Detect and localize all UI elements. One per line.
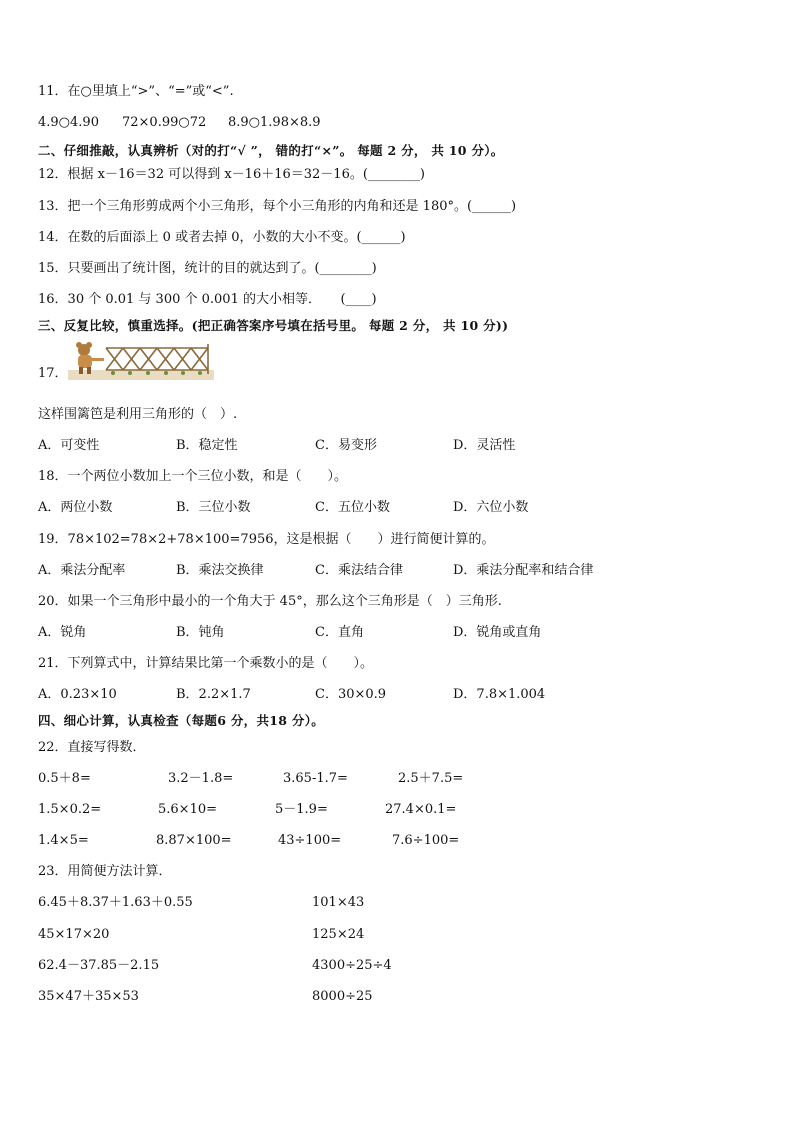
q11-item-3: 8.9○1.98×8.9	[228, 115, 321, 130]
q11-item-1: 4.9○4.90	[38, 115, 99, 130]
q21-option-d: D．7.8×1.004	[453, 687, 546, 702]
q21-option-c: C．30×0.9	[315, 687, 387, 702]
q20-stem: 20．如果一个三角形中最小的一个角大于 45°，那么这个三角形是（ ）三角形.	[38, 594, 502, 609]
q23-item: 125×24	[312, 927, 365, 942]
q20-option-c: C．直角	[315, 625, 364, 640]
q16-text: 16．30 个 0.01 与 300 个 0.001 的大小相等． (____)	[38, 292, 377, 307]
q11-item-2: 72×0.99○72	[122, 115, 207, 130]
q22-item: 8.87×100=	[156, 833, 232, 848]
q19-option-b: B．乘法交换律	[176, 563, 264, 578]
q23-stem: 23．用简便方法计算．	[38, 864, 172, 879]
q22-item: 5.6×10=	[158, 802, 218, 817]
section-3-heading: 三、反复比较，慎重选择。(把正确答案序号填在括号里。 每题 2 分， 共 10 分))	[38, 318, 509, 333]
q21-option-b: B．2.2×1.7	[176, 687, 251, 702]
q21-option-a: A．0.23×10	[38, 687, 117, 702]
q23-item: 35×47＋35×53	[38, 989, 139, 1004]
q22-item: 5－1.9=	[275, 802, 328, 817]
fence-illustration	[68, 340, 214, 380]
q22-stem: 22．直接写得数．	[38, 740, 146, 755]
q20-option-d: D．锐角或直角	[453, 625, 542, 640]
q20-option-a: A．锐角	[38, 625, 87, 640]
section-4-heading: 四、细心计算，认真检查（每题6 分，共18 分）。	[38, 713, 325, 728]
q13-text: 13．把一个三角形剪成两个小三角形，每个小三角形的内角和还是 180°。(______)	[38, 199, 517, 214]
q22-item: 1.5×0.2=	[38, 802, 102, 817]
q19-option-d: D．乘法分配率和结合律	[453, 563, 594, 578]
q22-item: 3.2－1.8=	[168, 771, 234, 786]
q22-item: 2.5＋7.5=	[398, 771, 464, 786]
q23-item: 62.4－37.85－2.15	[38, 958, 160, 973]
q17-option-b: B．稳定性	[176, 438, 238, 453]
q22-item: 0.5＋8=	[38, 771, 91, 786]
q17-stem: 这样围篱笆是利用三角形的（ ）.	[38, 407, 238, 422]
q18-option-b: B．三位小数	[176, 500, 251, 515]
q17-option-d: D．灵活性	[453, 438, 516, 453]
q23-item: 6.45＋8.37＋1.63＋0.55	[38, 895, 193, 910]
q19-stem: 19．78×102=78×2+78×100=7956，这是根据（ ）进行简便计算的。	[38, 532, 495, 547]
q18-option-c: C．五位小数	[315, 500, 390, 515]
q18-stem: 18．一个两位小数加上一个三位小数，和是（ ）。	[38, 469, 348, 484]
q19-option-a: A．乘法分配率	[38, 563, 126, 578]
q18-option-d: D．六位小数	[453, 500, 529, 515]
q21-stem: 21．下列算式中，计算结果比第一个乘数小的是（ ）。	[38, 656, 374, 671]
q17-number: 17．	[38, 366, 68, 381]
q22-item: 3.65-1.7=	[283, 771, 348, 786]
fence-figure	[68, 340, 214, 380]
q11-text: 11．在○里填上“>”、“=”或“<”.	[38, 84, 234, 99]
q19-option-c: C．乘法结合律	[315, 563, 403, 578]
q23-item: 45×17×20	[38, 927, 110, 942]
q22-item: 1.4×5=	[38, 833, 89, 848]
q17-option-a: A．可变性	[38, 438, 100, 453]
q18-option-a: A．两位小数	[38, 500, 113, 515]
q23-item: 101×43	[312, 895, 365, 910]
q22-item: 43÷100=	[278, 833, 342, 848]
q20-option-b: B．钝角	[176, 625, 225, 640]
q17-option-c: C．易变形	[315, 438, 377, 453]
q22-item: 27.4×0.1=	[385, 802, 457, 817]
q12-text: 12．根据 x－16＝32 可以得到 x－16＋16＝32－16。(________)	[38, 167, 425, 182]
section-2-heading: 二、仔细推敲，认真辨析（对的打“√ ”， 错的打“×”。 每题 2 分， 共 10 分）。	[38, 143, 504, 158]
q22-item: 7.6÷100=	[392, 833, 460, 848]
q15-text: 15．只要画出了统计图，统计的目的就达到了。(________)	[38, 261, 377, 276]
q14-text: 14．在数的后面添上 0 或者去掉 0，小数的大小不变。(______)	[38, 230, 406, 245]
q23-item: 4300÷25÷4	[312, 958, 392, 973]
q23-item: 8000÷25	[312, 989, 373, 1004]
